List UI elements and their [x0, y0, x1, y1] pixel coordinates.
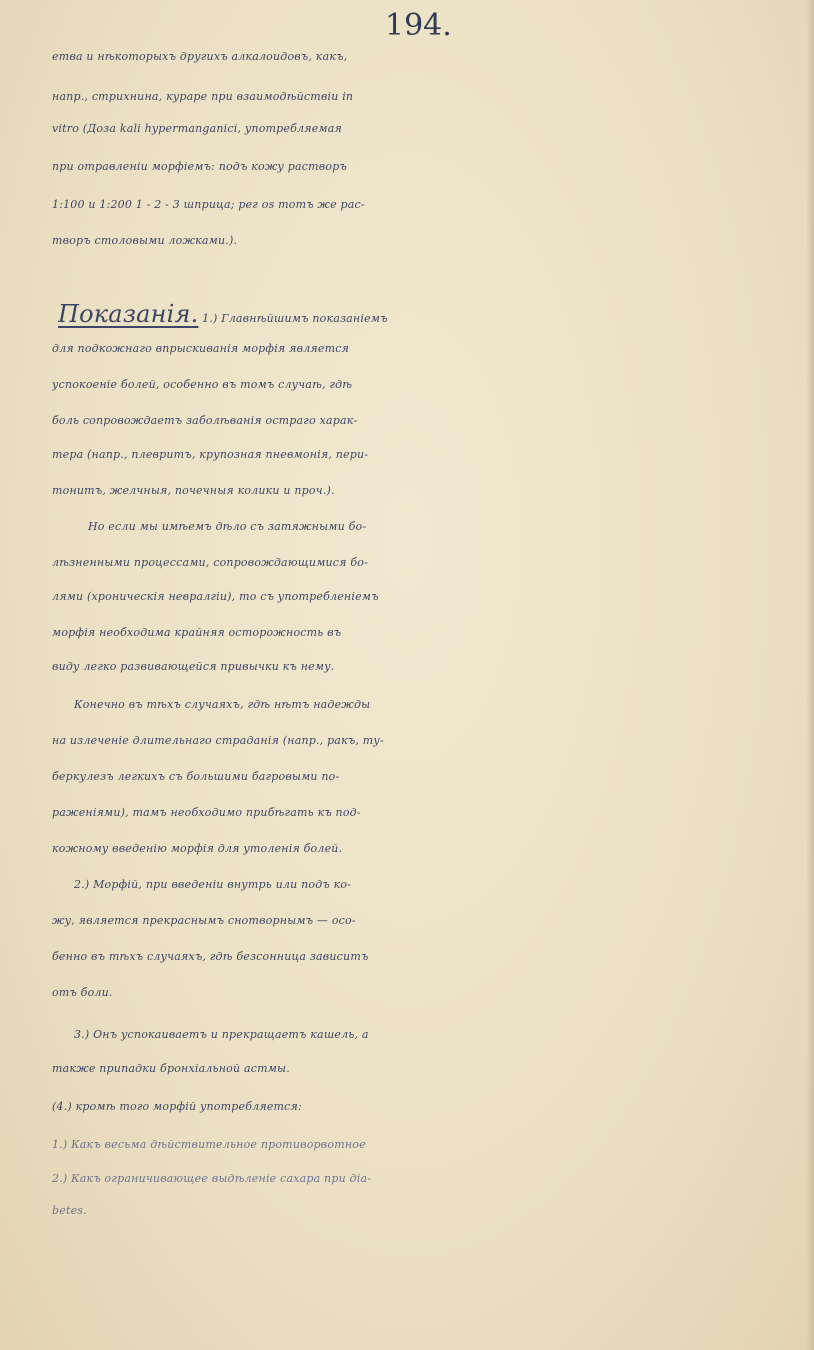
text-line: ражeніями), тамъ необходимо прибѣгать къ под- — [52, 806, 361, 819]
text-line: 2.) Морфій, при введеніи внутрь или подъ ко- — [74, 878, 352, 891]
text-line: боль сопровождаетъ заболѣванія острaго харак- — [52, 414, 358, 427]
text-line: 3.) Онъ успокаиваетъ и прекращаетъ кашель, а — [74, 1028, 369, 1041]
text-line: Конечно въ тѣхъ случаяхъ, гдѣ нѣтъ надежды — [74, 698, 371, 711]
text-line: vitro (Доза kali hypermanganici, употребляемая — [52, 122, 342, 135]
text-line: лями (хроническія невралгіи), то съ употребленіемъ — [52, 590, 379, 603]
text-line: етвa и нѣкоторыхъ другихъ алкалоидовъ, какъ, — [52, 50, 348, 63]
text-line: 1:100 и 1:200 1 - 2 - 3 шприца; рег os тотъ же рас- — [52, 198, 365, 211]
text-line: тонитъ, желчныя, почечныя колики и проч.). — [52, 484, 335, 497]
section-heading: Показанія. — [58, 300, 199, 328]
text-line: морфія необходима крайняя осторожность въ — [52, 626, 342, 639]
text-line: betes. — [52, 1204, 87, 1217]
item-four-line — [52, 1100, 814, 1113]
text-line: творъ столовыми ложками.). — [52, 234, 238, 247]
text-line: кожному введенію морфія для утоленія болей. — [52, 842, 343, 855]
text-line: успокоеніе болей, особенно въ томъ случаѣ, гдѣ — [52, 378, 353, 391]
text-line: на излеченіе длительнаго страданія (напр., ракъ, ту- — [52, 734, 384, 747]
text-line: 1.) Какъ весьма дѣйствительное противорвотное — [52, 1138, 366, 1151]
page-edge-shadow — [806, 0, 814, 1350]
section-heading-line — [58, 300, 814, 328]
text-line: для подкожнаго впрыскиванія морфія является — [52, 342, 350, 355]
text-line: при отравленіи морфіемъ: подъ кожу растворъ — [52, 160, 347, 173]
item-four-text: (4.) кромѣ того морфій употребляется: — [52, 1100, 302, 1113]
heading-continuation: 1.) Главнѣйшимъ показаніемъ — [202, 312, 388, 325]
text-line: также припадки бронхіальной астмы. — [52, 1062, 290, 1075]
text-line: виду легко развивающейся привычки къ нему. — [52, 660, 335, 673]
text-line: лѣзненными процессами, сопровождающимися бо- — [52, 556, 368, 569]
text-line: жу, является прекраснымъ снотворнымъ — осо- — [52, 914, 356, 927]
text-line: тера (напр., плевритъ, крупозная пневмонія, пери- — [52, 448, 369, 461]
text-line: Но если мы имѣемъ дѣло съ затяжными бо- — [88, 520, 367, 533]
text-line: 2.) Какъ ограничивающее выдѣленіе сахара при діа- — [52, 1172, 372, 1185]
page-number: 194. — [385, 8, 452, 43]
text-line: бенно въ тѣхъ случаяхъ, гдѣ безсонница зависитъ — [52, 950, 369, 963]
text-line: беркулезъ легкихъ съ большими багровыми по- — [52, 770, 340, 783]
text-line: отъ боли. — [52, 986, 113, 999]
text-line: напр., стрихнина, кураре при взаимодѣйствіи in — [52, 90, 354, 103]
